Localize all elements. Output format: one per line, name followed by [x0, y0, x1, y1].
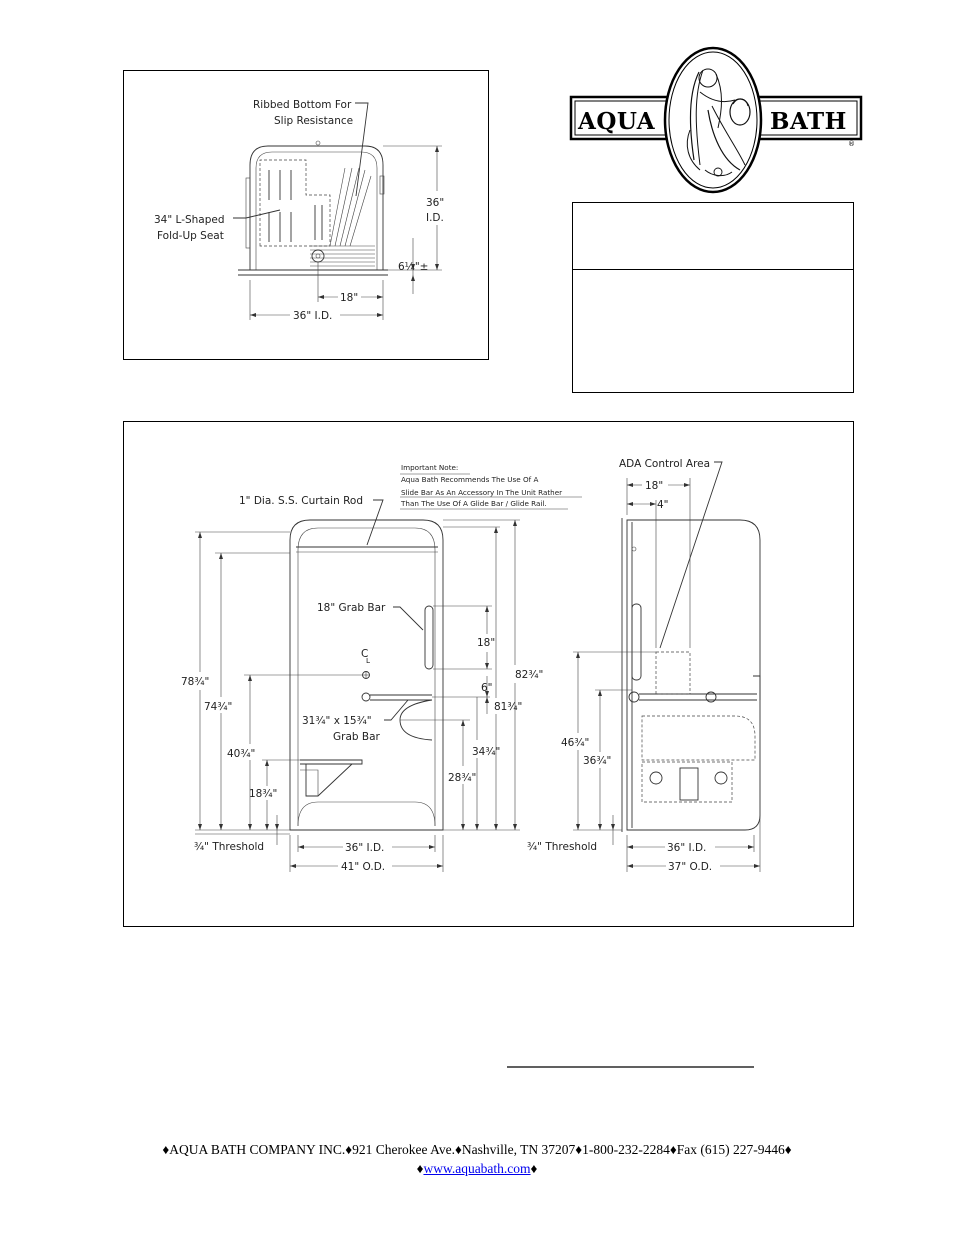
side-dim-46: 46¾": [561, 737, 590, 749]
front-threshold-label: ¾" Threshold: [194, 841, 265, 853]
logo: [571, 48, 861, 192]
side-dim-4: 4": [657, 499, 669, 511]
grab-bar-l-label-1: 31¾" x 15¾": [302, 715, 372, 727]
logo-word-aqua: AQUA: [578, 108, 656, 135]
ribbed-bottom-label-1: Ribbed Bottom For: [253, 99, 352, 111]
plan-width: 36" I.D.: [293, 310, 333, 322]
front-left-dimensions: [195, 532, 362, 845]
dim-28: 28¾": [448, 772, 477, 784]
control-knob-left-icon: [650, 772, 662, 784]
curtain-rod-label: 1" Dia. S.S. Curtain Rod: [239, 495, 363, 507]
dim-82: 82¾": [515, 669, 544, 681]
footer-website-line: [0, 1161, 954, 1177]
side-vertical-grab-bar: [632, 604, 641, 680]
footer-diamond-left: ♦: [416, 1161, 424, 1176]
dim-74: 74¾": [204, 701, 233, 713]
dim-18-bar: 18": [477, 637, 496, 649]
note-title: Important Note:: [401, 463, 459, 472]
grab-bar-18-label: 18" Grab Bar: [317, 602, 386, 614]
side-dim-36: 36¾": [583, 755, 612, 767]
dim-81: 81¾": [494, 701, 523, 713]
plan-drain-offset: 6¼"±: [398, 261, 429, 273]
ribbed-bottom-label-2: Slip Resistance: [274, 115, 354, 127]
registered-mark: ®: [848, 140, 855, 148]
plan-drain-center: 18": [340, 292, 359, 304]
dim-40: 40¾": [227, 748, 256, 760]
control-knob-right-icon: [715, 772, 727, 784]
note-line-2: Slide Bar As An Accessory In The Unit Rather: [401, 488, 563, 497]
seat-label-2: Fold-Up Seat: [157, 230, 224, 242]
ribbed-floor: [310, 168, 375, 266]
seat-label-1: 34" L-Shaped: [154, 214, 225, 226]
plan-depth-value: 36": [426, 197, 445, 209]
side-od-label: 37" O.D.: [668, 861, 713, 873]
footer-address: ♦AQUA BATH COMPANY INC.♦921 Cherokee Ave.♦Nashville, TN 37207♦1-800-232-2284♦Fax (615) 227-9446♦: [162, 1142, 792, 1157]
dim-6: 6": [481, 682, 493, 694]
vertical-grab-bar: [425, 606, 433, 669]
side-elevation-drawing: [527, 458, 760, 873]
note-line-1: Aqua Bath Recommends The Use Of A: [401, 475, 539, 484]
centerline-sub: L: [366, 656, 371, 665]
footer-diamond-right: ♦: [530, 1161, 538, 1176]
ada-control-label: ADA Control Area: [619, 458, 711, 470]
front-od-label: 41" O.D.: [341, 861, 386, 873]
note-line-3: Than The Use Of A Glide Bar / Glide Rail.: [401, 499, 547, 508]
centerline-symbol: C: [361, 648, 369, 660]
side-dim-18: 18": [645, 480, 664, 492]
plan-view-drawing: [154, 99, 444, 322]
dim-78: 78¾": [181, 676, 210, 688]
side-id-label: 36" I.D.: [667, 842, 707, 854]
website-link[interactable]: www.aquabath.com: [423, 1161, 531, 1176]
seat-slots: [269, 170, 322, 242]
grab-bar-l-label-2: Grab Bar: [333, 731, 380, 743]
plan-depth-unit: I.D.: [426, 212, 444, 224]
dim-18-seat: 18¾": [249, 788, 278, 800]
seat-bracket: [680, 768, 698, 800]
front-elevation-drawing: [181, 463, 582, 873]
dim-34: 34¾": [472, 746, 501, 758]
logo-word-bath: BATH: [770, 108, 847, 135]
drain-icon: [312, 250, 324, 262]
side-threshold-label: ¾" Threshold: [527, 841, 598, 853]
ada-control-area: [656, 652, 690, 694]
front-id-label: 36" I.D.: [345, 842, 385, 854]
